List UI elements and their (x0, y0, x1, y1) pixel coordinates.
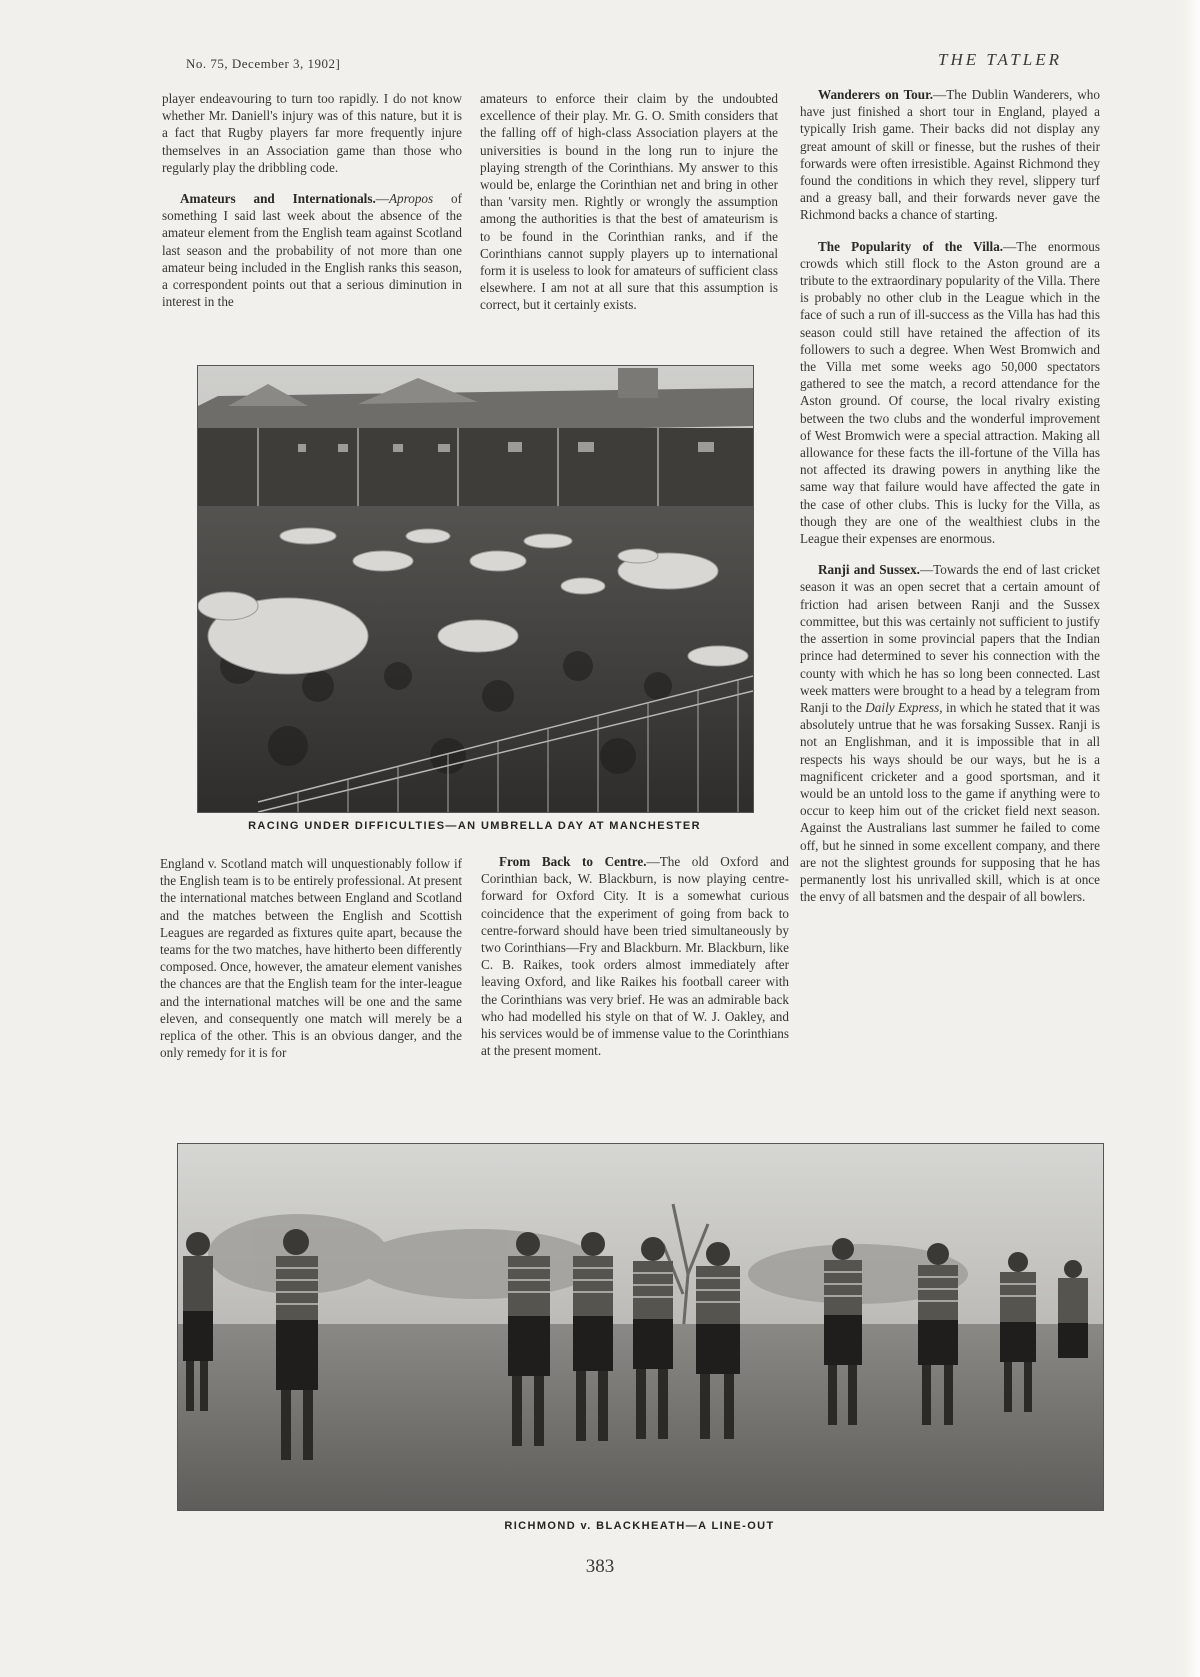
paragraph (800, 561, 1100, 905)
photo-caption: RACING UNDER DIFFICULTIES—AN UMBRELLA DAY AT MANCHESTER (248, 820, 701, 832)
rugby-lineout-illustration (178, 1144, 1103, 1510)
photo-caption: RICHMOND v. BLACKHEATH—A LINE-OUT (504, 1520, 775, 1532)
magazine-title: THE TATLER (938, 50, 1062, 69)
page-number: 383 (585, 1556, 615, 1577)
paragraph: amateurs to enforce their claim by the undoubted excellence of their play. Mr. G. O. Smith considers that the falling off of high-class Association players at the universities is bound in the long run to injure the playing strength of the Corinthians. My answer to this would be, enlarge the Corinthian net and bring in other than 'varsity men. Rightly or wrongly the assumption among the authorities is that the best of amateurism is to be found in the Corinthian ranks, and if the Corinthians cannot supply players up to international form it is useless to look for amateurs of sufficient class elsewhere. I am not at all sure that this assumption is correct, but it certainly exists. (480, 91, 778, 313)
rugby-lineout-photo (177, 1143, 1104, 1511)
section-heading: The Popularity of the Villa. (818, 238, 1004, 254)
paragraph-text: , in which he stated that it was absolutely untrue that he was forsaking Sussex. Ranji is not an Englishman, and it is impossible that in all respects his ways should be our ways, but he is a magnificent cricketer and a good sportsman, and it would be an untold loss to the game if anything were to occur to keep him out of the cricket field next season. Against the Australians last summer he failed to come off, but he sinned in some excellent company, and there are not the slightest grounds for supposing that he has permanently lost his unrivalled skill, which is at once the envy of all batsmen and the despair of all bowlers. (800, 699, 1101, 905)
section-heading: From Back to Centre. (499, 854, 647, 869)
paragraph (800, 238, 1100, 548)
top-column-1 (162, 90, 462, 310)
paragraph-text: —Towards the end of last cricket season it was an open secret that a certain amount of friction had arisen between Ranji and the Sussex committee, but this was certainly not sufficient to justify the assertion in some provincial papers that the Indian prince had determined to sever his connection with the county with which he has so long been connected. Last week matters were brought to a head by a telegram from Ranji to the (800, 562, 1100, 715)
paragraph-text: —The enormous crowds which still flock to the Aston ground are a tribute to the extraordinary popularity of the Villa. There is probably no other club in the League which in the face of such a run of ill-success as the Villa has had this season could still have retained the affection of its followers to such a degree. When West Bromwich and the Villa met some weeks ago 50,000 spectators gathered to see the match, a record attendance for the Aston ground. Of course, the local rivalry existing between the two clubs and the wonderful improvement of West Bromwich were a special attraction. Making all allowance for these facts the ill-fortune of the Villa has not affected its drawing powers in anything like the same way that failure would have affected the gate in the case of other clubs. This is lucky for the Villa, as though they are one of the wealthiest clubs in the League their expenses are enormous. (800, 238, 1100, 547)
paragraph-text: —The Dublin Wanderers, who have just finished a short tour in England, played a typically Irish game. Their backs did not display any great amount of skill or finesse, but the rushes of their forwards were often irresistible. Against Richmond they found the conditions in which they revel, slippery turf and a greasy ball, and their forwards never gave the Richmond backs a chance of starting. (800, 87, 1100, 223)
bottom-column-1 (160, 855, 462, 1061)
heading-dash: — (375, 191, 389, 207)
bottom-column-2 (481, 853, 789, 1059)
paragraph: player endeavouring to turn too rapidly. I do not know whether Mr. Daniell's injury was of this nature, but it is a fact that Rugby players far more frequently injure themselves in an Association game than those who regularly play the dribbling code. (162, 91, 462, 175)
crowd-umbrella-photo (197, 365, 754, 813)
top-column-2 (480, 90, 778, 314)
section-heading: Amateurs and Internationals. (180, 191, 376, 207)
paragraph (162, 190, 462, 310)
paragraph (481, 853, 789, 1059)
paragraph-text: of something I said last week about the absence of the amateur element from the English team against Scotland last season and the probability of not more than one amateur being included in the English ranks this season, a correspondent points out that a serious diminution in interest in the (162, 191, 462, 310)
paragraph-text: —The old Oxford and Corinthian back, W. Blackburn, is now playing centre-forward for Oxford City. It is a somewhat curious coincidence that the experiment of going from back to centre-forward should have been tried simultaneously by two Corinthians—Fry and Blackburn. Mr. Blackburn, like C. B. Raikes, took orders almost immediately after leaving Oxford, and like Raikes his football career with the Corinthians was very brief. He was an admirable back who had modelled his style on that of W. J. Oakley, and his services would be of immense value to the Corinthians at the present moment. (481, 854, 790, 1059)
italic-text: Apropos (388, 191, 434, 207)
paragraph: England v. Scotland match will unquestionably follow if the English team is to be entirely professional. At present the international matches between England and Scotland and the matches between the English and Scottish Leagues are regarded as fixtures quite apart, because the teams for the two matches, have hitherto been differently composed. Once, however, the amateur element vanishes the chances are that the English team for the inter-league and the international matches will be one and the same eleven, and consequently one match will merely be a replica of the other. This is an obvious danger, and the only remedy for it is for (160, 856, 462, 1061)
crowd-umbrella-illustration (198, 366, 753, 812)
section-heading: Wanderers on Tour. (818, 87, 934, 102)
right-column (800, 86, 1100, 905)
issue-header: No. 75, December 3, 1902] (186, 56, 341, 71)
italic-text: Daily Express (865, 699, 940, 715)
section-heading: Ranji and Sussex. (818, 562, 920, 578)
paragraph (800, 86, 1100, 224)
